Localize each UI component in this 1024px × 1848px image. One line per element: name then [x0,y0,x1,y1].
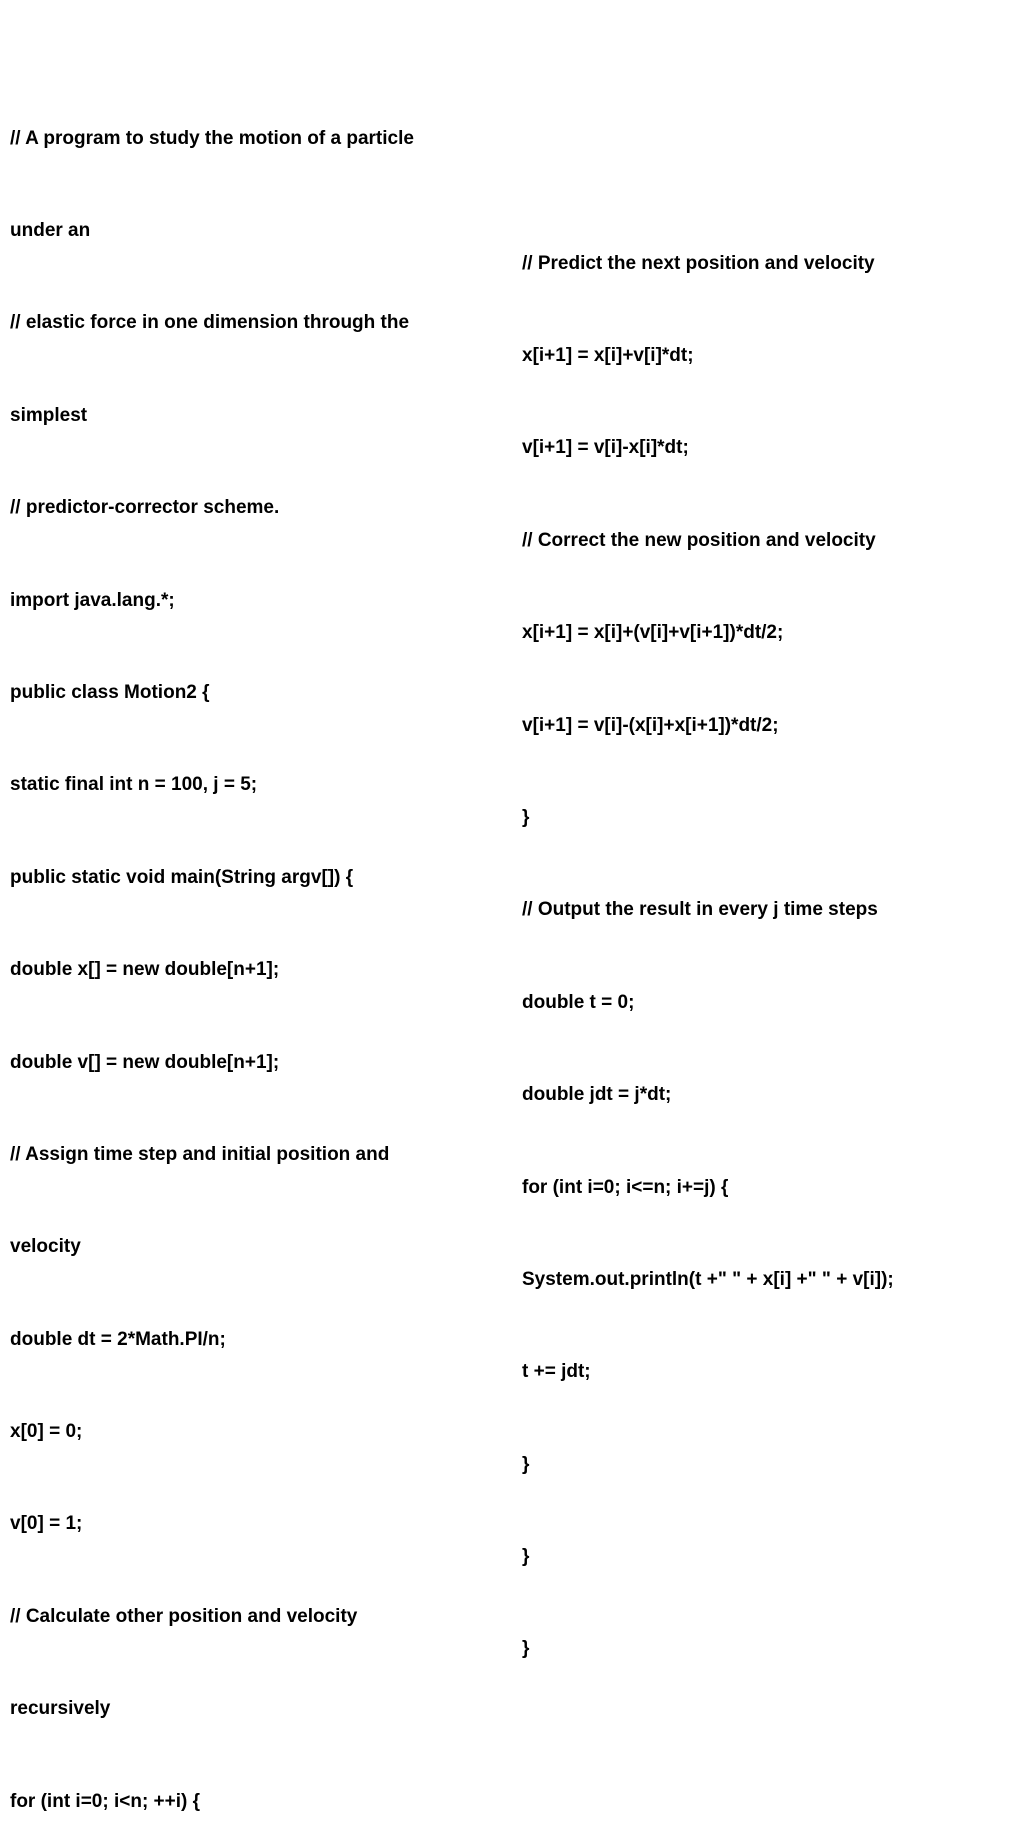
code-line: double v[] = new double[n+1]; [10,1051,280,1073]
code-line: double t = 0; [522,991,635,1013]
code-line: // Output the result in every j time steps [522,899,878,921]
code-line: System.out.println(t +" " + x[i] +" " + v[i]); [522,1268,894,1290]
code-line: recursively [10,1698,111,1720]
code-line: velocity [10,1236,81,1258]
code-line: // A program to study the motion of a particle [10,127,414,149]
code-line: for (int i=0; i<=n; i+=j) { [522,1176,729,1198]
code-line: // Calculate other position and velocity [10,1605,358,1627]
code-line: t += jdt; [522,1361,591,1383]
code-line: public static void main(String argv[]) { [10,866,354,888]
code-line: // Correct the new position and velocity [522,529,876,551]
code-line: x[i+1] = x[i]+v[i]*dt; [522,344,694,366]
code-line: double dt = 2*Math.PI/n; [10,1328,226,1350]
code-line: x[i+1] = x[i]+(v[i]+v[i+1])*dt/2; [522,622,784,644]
code-column-right [522,187,1018,1696]
code-line: for (int i=0; i<n; ++i) { [10,1790,201,1812]
code-line: v[0] = 1; [10,1513,83,1535]
code-line: v[i+1] = v[i]-x[i]*dt; [522,437,689,459]
code-line: simplest [10,404,88,426]
code-line: under an [10,219,91,241]
code-line: } [522,806,530,828]
code-line: v[i+1] = v[i]-(x[i]+x[i+1])*dt/2; [522,714,779,736]
code-line: double jdt = j*dt; [522,1084,672,1106]
code-line: } [522,1546,530,1568]
code-line: import java.lang.*; [10,589,175,611]
code-line: static final int n = 100, j = 5; [10,774,258,796]
code-line: // elastic force in one dimension through the [10,312,410,334]
code-line: } [522,1453,530,1475]
code-line: double x[] = new double[n+1]; [10,959,280,981]
code-line: } [522,1638,530,1660]
code-line: x[0] = 0; [10,1421,83,1443]
code-line: // Predict the next position and velocity [522,252,875,274]
code-line: public class Motion2 { [10,681,210,703]
code-line: // Assign time step and initial position and [10,1143,390,1165]
code-column-left [10,62,510,1848]
code-line: // predictor-corrector scheme. [10,497,280,519]
